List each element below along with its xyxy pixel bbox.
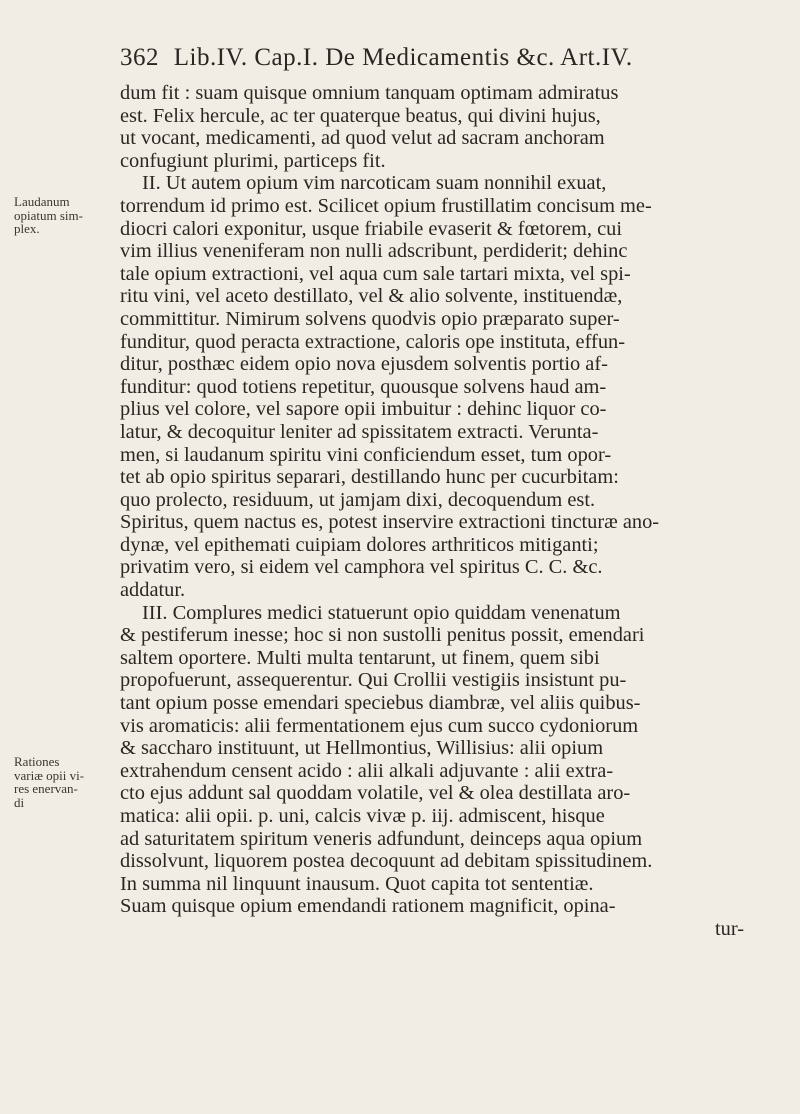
margin-note-rationes: [14, 755, 114, 809]
text-line: dissolvunt, liquorem postea decoquunt ad debitam spissitudinem.: [120, 850, 653, 873]
text-line: matica: alii opii. p. uni, calcis vivæ p. iij. admiscent, hisque: [120, 805, 605, 827]
margin-note-line: opiatum sim-: [14, 207, 83, 223]
text-line: tale opium extractioni, vel aqua cum sale tartari mixta, vel spi-: [120, 262, 631, 285]
text-line: torrendum id primo est. Scilicet opium frustillatim concisum me-: [120, 194, 652, 217]
text-line: tet ab opio spiritus separari, destillando hunc per cucurbitam:: [120, 466, 619, 489]
margin-note-line: Rationes: [14, 754, 60, 769]
running-title: Lib.IV. Cap.I. De Medicamentis &c. Art.IV.: [173, 44, 633, 71]
margin-note-line: Laudanum: [14, 194, 70, 209]
text-line: In summa nil linquunt inausum. Quot capita tot sententiæ.: [120, 872, 594, 895]
text-line: privatim vero, si eidem vel camphora vel spiritus C. C. &c.: [120, 556, 603, 579]
section-II-start: II. Ut autem opium vim narcoticam suam nonnihil exuat,: [142, 172, 607, 195]
text-line: ritu vini, vel aceto destillato, vel & alio solvente, instituendæ,: [120, 285, 623, 308]
text-line: propofuerunt, assequerentur. Qui Crollii vestigiis insistunt pu-: [120, 669, 627, 692]
main-text: [120, 82, 760, 941]
text-line: Suam quisque opium emendandi rationem magnificit, opina-: [120, 895, 616, 918]
text-line: confugiunt plurimi, particeps fit.: [120, 149, 386, 172]
text-line: & pestiferum inesse; hoc si non sustolli penitus possit, emendari: [120, 624, 645, 647]
text-line: cto ejus addunt sal quoddam volatile, vel & olea destillata aro-: [120, 782, 631, 805]
text-line: committitur. Nimirum solvens quodvis opio præparato super-: [120, 307, 620, 330]
text-line: dynæ, vel epithemati cuipiam dolores arthriticos mitiganti;: [120, 533, 599, 556]
margin-note-line: res enervan-: [14, 781, 78, 796]
text-line: latur, & decoquitur leniter ad spissitatem extracti. Verunta-: [120, 420, 599, 443]
text-line: vis aromaticis: alii fermentationem ejus cum succo cydoniorum: [120, 714, 639, 737]
margin-note-line: variæ opii vi-: [14, 767, 85, 783]
page-number: 362: [120, 44, 159, 71]
text-line: men, si laudanum spiritu vini conficiendum esset, tum opor-: [120, 443, 612, 466]
text-line: saltem oportere. Multi multa tentarunt, ut finem, quem sibi: [120, 646, 600, 669]
text-line: diocri calori exponitur, usque friabile evaserit & fœtorem, cui: [120, 217, 622, 240]
text-line: tant opium posse emendari speciebus diambræ, vel aliis quibus-: [120, 692, 641, 715]
text-line: est. Felix hercule, ac ter quaterque beatus, qui divini hujus,: [120, 104, 601, 127]
text-line: addatur.: [120, 579, 186, 602]
text-line: quo prolecto, residuum, ut jamjam dixi, decoquendum est.: [120, 488, 596, 511]
text-line: ditur, posthæc eidem opio nova ejusdem solventis portio af-: [120, 353, 608, 376]
text-line: plius vel colore, vel sapore opii imbuitur : dehinc liquor co-: [120, 398, 607, 421]
text-line: funditur: quod totiens repetitur, quousque solvens haud am-: [120, 375, 607, 398]
text-line: funditur, quod peracta extractione, caloris ope instituta, effun-: [120, 330, 625, 353]
text-line: ad saturitatem spiritum veneris adfundunt, deinceps aqua opium: [120, 827, 643, 850]
section-III-start: III. Complures medici statuerunt opio quiddam venenatum: [142, 601, 621, 624]
text-line: Spiritus, quem nactus es, potest inservire extractioni tincturæ ano-: [120, 511, 660, 534]
text-line: ut vocant, medicamenti, ad quod velut ad sacram anchoram: [120, 127, 605, 150]
text-line: dum fit : suam quisque omnium tanquam optimam admiratus: [120, 82, 619, 104]
running-header: [120, 44, 760, 72]
text-line: & saccharo instituunt, ut Hellmontius, Willisius: alii opium: [120, 737, 604, 760]
margin-note-laudanum: [14, 195, 114, 236]
margin-note-line: plex.: [14, 221, 40, 236]
text-line: extrahendum censent acido : alii alkali adjuvante : alii extra-: [120, 759, 614, 782]
text-line: vim illius veneniferam non nulli adscribunt, perdiderit; dehinc: [120, 240, 628, 263]
catchword: tur-: [714, 917, 744, 940]
margin-note-line: di: [14, 794, 25, 810]
